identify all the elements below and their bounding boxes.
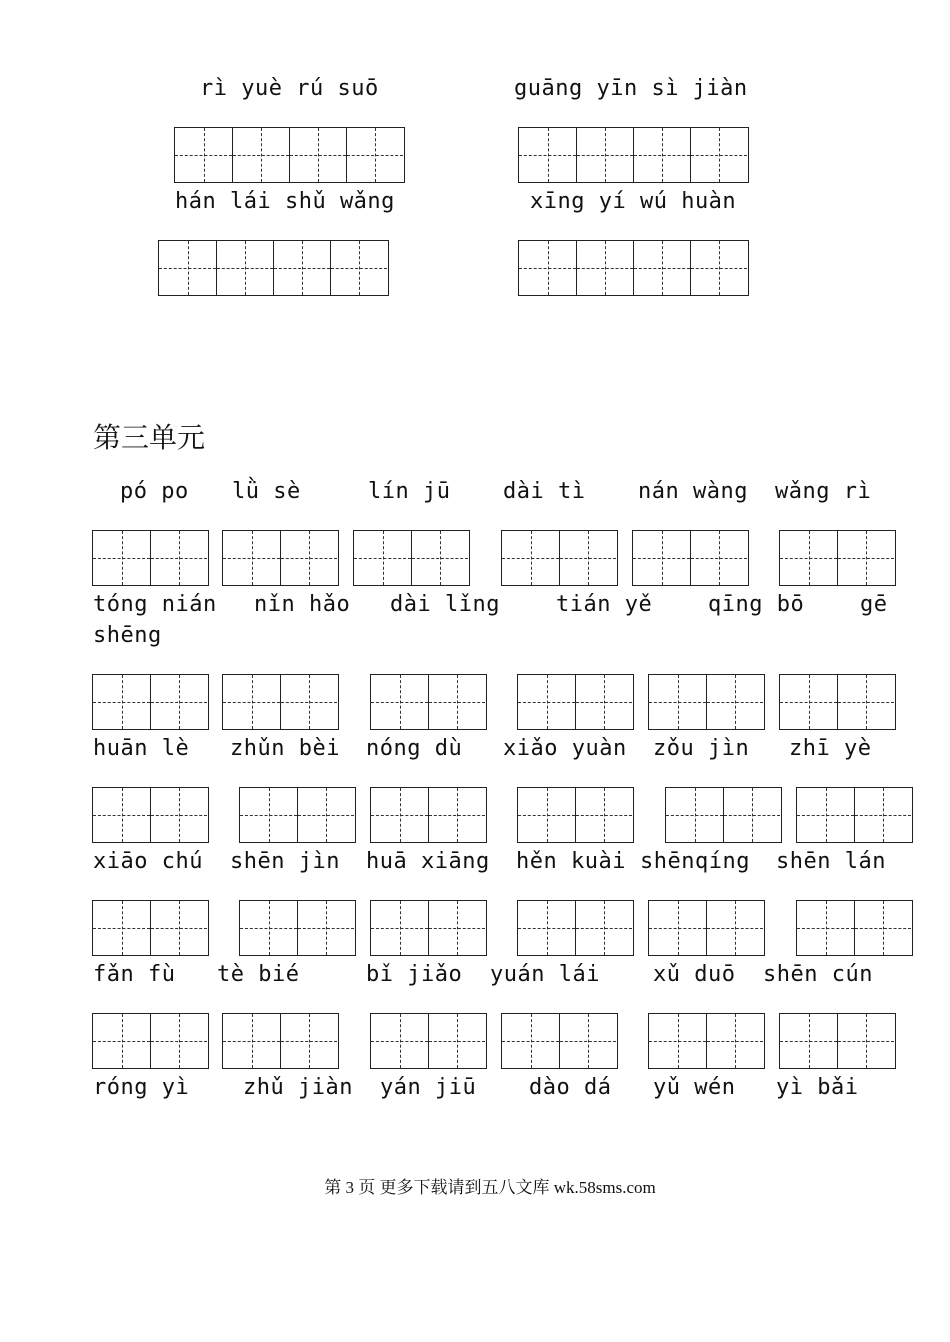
pinyin: zhǔn bèi: [230, 736, 340, 761]
pinyin: tián yě: [556, 592, 653, 617]
section-title: 第三单元: [93, 421, 206, 454]
writing-grid-2[interactable]: [517, 787, 634, 843]
pinyin-top-2-left: hán lái shǔ wǎng: [175, 189, 395, 214]
pinyin: dài tì: [503, 479, 586, 504]
writing-grid-2[interactable]: [501, 530, 618, 586]
writing-grid-2[interactable]: [92, 530, 209, 586]
writing-grid-2[interactable]: [353, 530, 470, 586]
writing-grid-2[interactable]: [648, 1013, 765, 1069]
writing-grid-4[interactable]: [518, 127, 749, 183]
writing-grid-2[interactable]: [665, 787, 782, 843]
writing-grid-2[interactable]: [517, 900, 634, 956]
writing-grid-2[interactable]: [239, 787, 356, 843]
pinyin: dào dá: [529, 1075, 612, 1100]
pinyin: xǔ duō: [653, 962, 736, 987]
pinyin: shēn cún: [763, 962, 873, 987]
writing-grid-2[interactable]: [779, 1013, 896, 1069]
writing-grid-2[interactable]: [92, 787, 209, 843]
writing-grid-2[interactable]: [92, 900, 209, 956]
pinyin: zhǔ jiàn: [243, 1075, 353, 1100]
writing-grid-4[interactable]: [158, 240, 389, 296]
writing-grid-2[interactable]: [222, 1013, 339, 1069]
pinyin: qīng bō: [708, 592, 805, 617]
pinyin: nán wàng: [638, 479, 748, 504]
pinyin: nóng dù: [366, 736, 463, 761]
pinyin: xiǎo yuàn: [503, 736, 627, 761]
writing-grid-2[interactable]: [222, 530, 339, 586]
pinyin: wǎng rì: [775, 479, 872, 504]
writing-grid-2[interactable]: [370, 900, 487, 956]
pinyin: huā xiāng: [366, 849, 490, 874]
writing-grid-2[interactable]: [92, 674, 209, 730]
pinyin: yǔ wén: [653, 1075, 736, 1100]
writing-grid-2[interactable]: [796, 787, 913, 843]
writing-grid-2[interactable]: [239, 900, 356, 956]
pinyin: lǜ sè: [232, 479, 301, 504]
pinyin: shēn lán: [776, 849, 886, 874]
pinyin: nǐn hǎo: [254, 592, 351, 617]
writing-grid-2[interactable]: [222, 674, 339, 730]
writing-grid-2[interactable]: [796, 900, 913, 956]
pinyin: yì bǎi: [776, 1075, 859, 1100]
writing-grid-2[interactable]: [648, 674, 765, 730]
writing-grid-2[interactable]: [501, 1013, 618, 1069]
pinyin-top-2-right: xīng yí wú huàn: [530, 189, 737, 214]
writing-grid-4[interactable]: [518, 240, 749, 296]
pinyin: tóng nián: [93, 592, 217, 617]
writing-grid-2[interactable]: [648, 900, 765, 956]
pinyin: fǎn fù: [93, 962, 176, 987]
page-footer: 第 3 页 更多下载请到五八文库 wk.58sms.com: [324, 1178, 656, 1197]
writing-grid-2[interactable]: [632, 530, 749, 586]
writing-grid-2[interactable]: [779, 674, 896, 730]
writing-grid-2[interactable]: [517, 674, 634, 730]
pinyin: zhī yè: [789, 736, 872, 761]
writing-grid-2[interactable]: [779, 530, 896, 586]
pinyin: yán jiū: [380, 1075, 477, 1100]
writing-grid-2[interactable]: [370, 1013, 487, 1069]
pinyin: zǒu jìn: [653, 736, 750, 761]
pinyin-top-1-right: guāng yīn sì jiàn: [514, 76, 748, 101]
writing-grid-4[interactable]: [174, 127, 405, 183]
pinyin: shēnqíng: [640, 849, 750, 874]
pinyin: tè bié: [217, 962, 300, 987]
writing-grid-2[interactable]: [370, 674, 487, 730]
writing-grid-2[interactable]: [92, 1013, 209, 1069]
pinyin-top-1-left: rì yuè rú suō: [200, 76, 379, 101]
pinyin: dài lǐng: [390, 592, 500, 617]
pinyin: shēn jìn: [230, 849, 340, 874]
pinyin: shēng: [93, 623, 162, 648]
pinyin: hěn kuài: [516, 849, 626, 874]
pinyin: róng yì: [93, 1075, 190, 1100]
pinyin: gē: [860, 592, 888, 617]
pinyin: lín jū: [368, 479, 451, 504]
pinyin: huān lè: [93, 736, 190, 761]
pinyin: yuán lái: [490, 962, 600, 987]
pinyin: xiāo chú: [93, 849, 203, 874]
writing-grid-2[interactable]: [370, 787, 487, 843]
pinyin: bǐ jiǎo: [366, 962, 463, 987]
pinyin: pó po: [120, 479, 189, 504]
